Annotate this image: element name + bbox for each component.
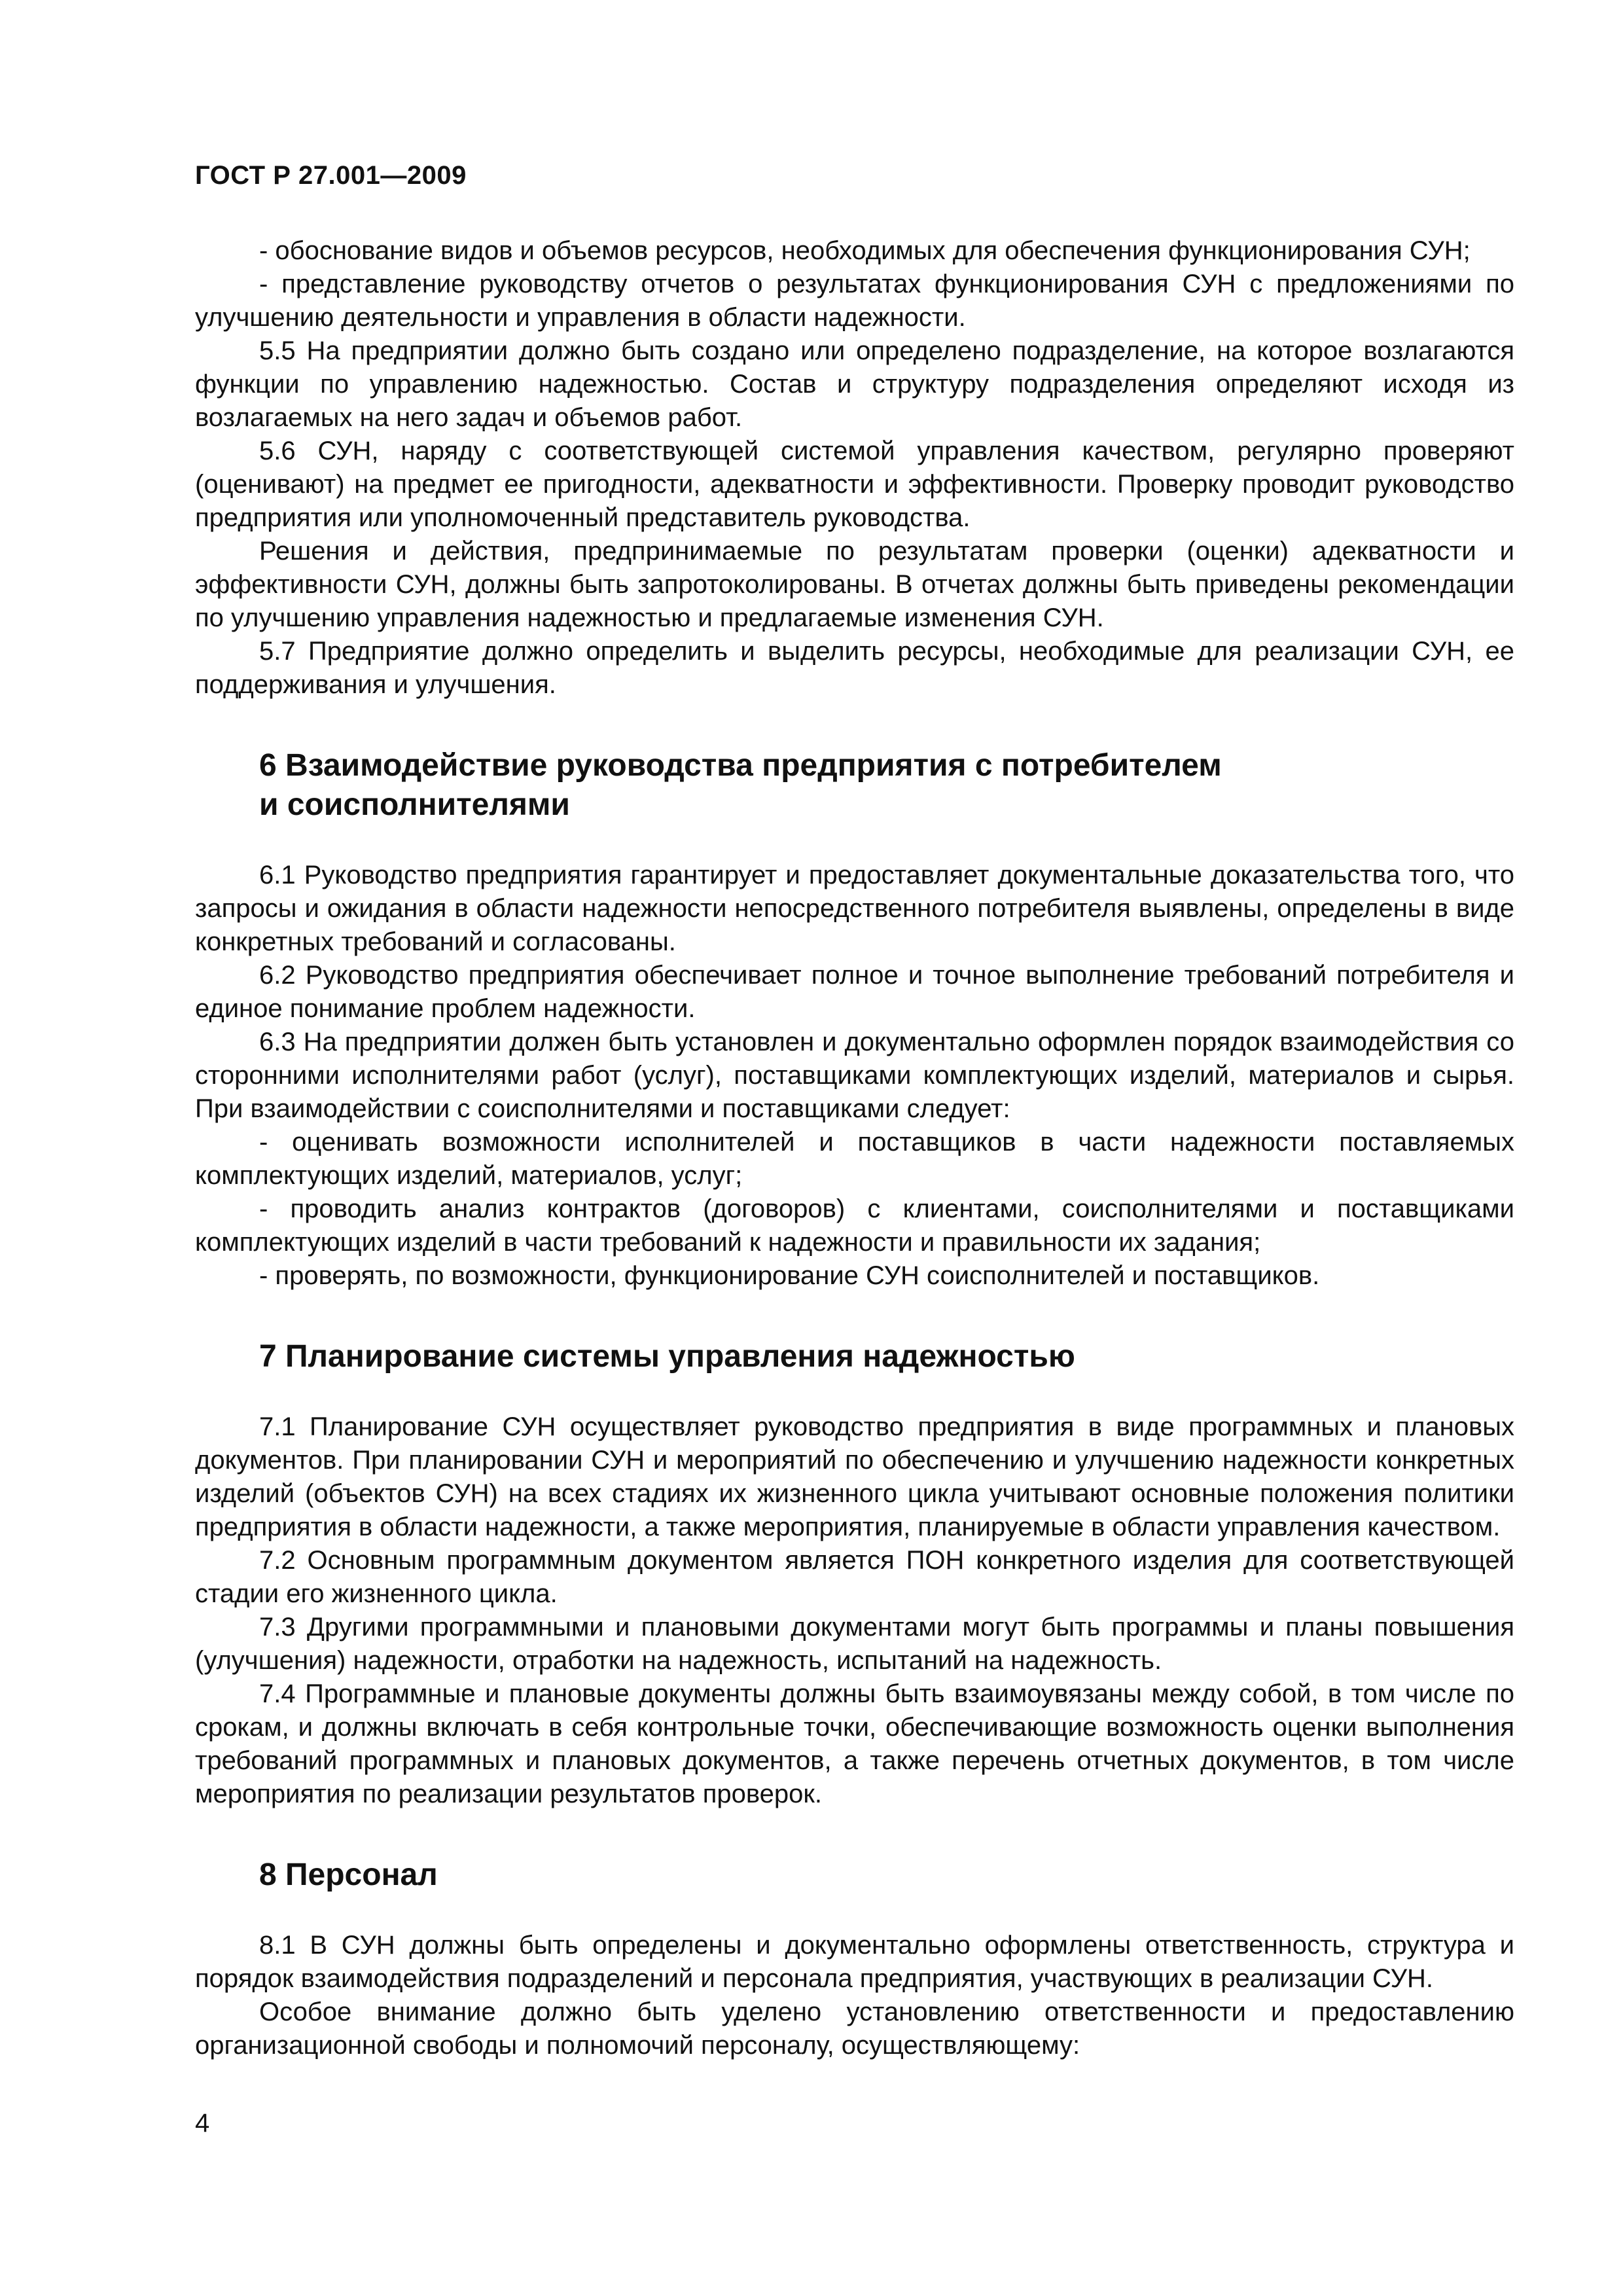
paragraph: 6.2 Руководство предприятия обеспечивает полное и точное выполнение требований потребителя и единое понимание проблем надежности. bbox=[195, 961, 1514, 1023]
paragraph: 5.6 СУН, наряду с соответствующей системой управления качеством, регулярно проверяют (оценивают) на предмет ее пригодности, адекватности и эффективности. Проверку проводит руководство предприятия или уполномоченный представитель руководства. bbox=[195, 437, 1514, 532]
paragraph: 7.1 Планирование СУН осуществляет руководство предприятия в виде программных и плановых документов. При планировании СУН и мероприятий по обеспечению и улучшению надежности конкретных изделий (объектов СУН) на всех стадиях их жизненного цикла учитывают основные положения политики предприятия в области надежности, а также мероприятия, планируемые в области управления качеством. bbox=[195, 1412, 1514, 1541]
paragraph: Особое внимание должно быть уделено установлению ответственности и предоставлению организационной свободы и полномочий персоналу, осуществляющему: bbox=[195, 1998, 1514, 2060]
document-body bbox=[195, 234, 1514, 2062]
paragraph: 5.5 На предприятии должно быть создано или определено подразделение, на которое возлагаются функции по управлению надежностью. Состав и структуру подразделения определяют исходя из возлагаемых на него задач и объемов работ. bbox=[195, 336, 1514, 432]
paragraph: - проводить анализ контрактов (договоров) с клиентами, соисполнителями и поставщиками комплектующих изделий в части требований к надежности и правильности их задания; bbox=[195, 1194, 1514, 1257]
page-number: 4 bbox=[195, 2109, 210, 2138]
section-7-heading: 7 Планирование системы управления надежностью bbox=[259, 1339, 1075, 1374]
paragraph: - обоснование видов и объемов ресурсов, необходимых для обеспечения функционирования СУН; bbox=[259, 236, 1471, 265]
section-6-heading-line1: 6 Взаимодействие руководства предприятия с потребителем bbox=[259, 748, 1222, 783]
section-6-heading bbox=[195, 746, 1514, 825]
document-code-header: ГОСТ Р 27.001—2009 bbox=[195, 161, 467, 190]
paragraph: 8.1 В СУН должны быть определены и документально оформлены ответственность, структура и порядок взаимодействия подразделений и персонала предприятия, участвующих в реализации СУН. bbox=[195, 1931, 1514, 1993]
paragraph: Решения и действия, предпринимаемые по результатам проверки (оценки) адекватности и эффективности СУН, должны быть запротоколированы. В отчетах должны быть приведены рекомендации по улучшению управления надежностью и предлагаемые изменения СУН. bbox=[195, 537, 1514, 632]
paragraph: 7.2 Основным программным документом является ПОН конкретного изделия для соответствующей стадии его жизненного цикла. bbox=[195, 1546, 1514, 1608]
paragraph: - оценивать возможности исполнителей и поставщиков в части надежности поставляемых комплектующих изделий, материалов, услуг; bbox=[195, 1128, 1514, 1190]
section-8-heading: 8 Персонал bbox=[259, 1857, 438, 1892]
section-6-heading-line2: и соисполнителями bbox=[259, 787, 570, 822]
paragraph: - проверять, по возможности, функционирование СУН соисполнителей и поставщиков. bbox=[259, 1261, 1320, 1290]
paragraph: 7.4 Программные и плановые документы должны быть взаимоувязаны между собой, в том числе по срокам, и должны включать в себя контрольные точки, обеспечивающие возможность оценки выполнения требований программных и плановых документов, а также перечень отчетных документов, в том числе мероприятия по реализации результатов проверок. bbox=[195, 1679, 1514, 1808]
paragraph: 6.1 Руководство предприятия гарантирует и предоставляет документальные доказательства того, что запросы и ожидания в области надежности непосредственного потребителя выявлены, определены в виде конкретных требований и согласованы. bbox=[195, 861, 1514, 956]
paragraph: - представление руководству отчетов о результатах функционирования СУН с предложениями по улучшению деятельности и управления в области надежности. bbox=[195, 270, 1514, 332]
paragraph: 6.3 На предприятии должен быть установлен и документально оформлен порядок взаимодействия со сторонними исполнителями работ (услуг), поставщиками комплектующих изделий, материалов и сырья. При взаимодействии с соисполнителями и поставщиками следует: bbox=[195, 1028, 1514, 1123]
paragraph: 5.7 Предприятие должно определить и выделить ресурсы, необходимые для реализации СУН, ее поддерживания и улучшения. bbox=[195, 637, 1514, 699]
paragraph: 7.3 Другими программными и плановыми документами могут быть программы и планы повышения (улучшения) надежности, отработки на надежность, испытаний на надежность. bbox=[195, 1613, 1514, 1675]
